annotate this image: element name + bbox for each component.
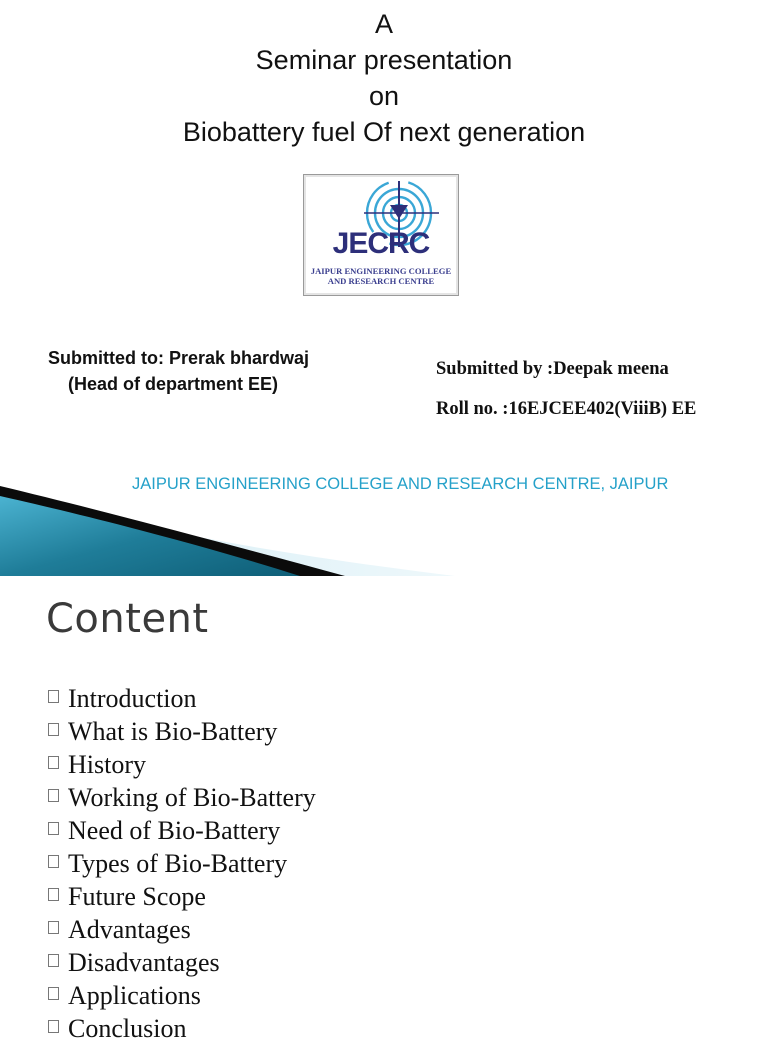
submitted-by: [436, 349, 696, 429]
square-bullet-icon: [48, 888, 59, 901]
title-line: Seminar presentation: [255, 45, 513, 75]
content-heading: Content: [46, 596, 209, 642]
list-item-label: What is Bio-Battery: [68, 717, 278, 746]
list-item-label: Disadvantages: [68, 948, 220, 977]
presentation-title: [0, 6, 768, 150]
list-item-label: Conclusion: [68, 1014, 187, 1043]
list-item: [48, 913, 316, 946]
submitted-by-name: Submitted by :Deepak meena: [436, 359, 669, 379]
title-line: on: [368, 81, 400, 111]
logo-caption-line1: JAIPUR ENGINEERING COLLEGE: [310, 266, 452, 276]
square-bullet-icon: [48, 954, 59, 967]
logo-caption-line2: AND RESEARCH CENTRE: [327, 276, 435, 286]
square-bullet-icon: [48, 723, 59, 736]
square-bullet-icon: [48, 756, 59, 769]
content-list: [48, 682, 316, 1045]
square-bullet-icon: [48, 855, 59, 868]
roll-number: Roll no. :16EJCEE402(ViiiB) EE: [436, 399, 697, 419]
square-bullet-icon: [48, 987, 59, 1000]
list-item: [48, 880, 316, 913]
list-item-label: Introduction: [68, 684, 197, 713]
list-item-label: Need of Bio-Battery: [68, 816, 281, 845]
logo-wordmark: JECRC: [332, 227, 430, 260]
title-line: A: [374, 9, 393, 39]
square-bullet-icon: [48, 1020, 59, 1033]
list-item-label: Future Scope: [68, 882, 206, 911]
college-name: JAIPUR ENGINEERING COLLEGE AND RESEARCH CENTRE, JAIPUR: [132, 475, 669, 493]
square-bullet-icon: [48, 921, 59, 934]
list-item-label: Advantages: [68, 915, 191, 944]
square-bullet-icon: [48, 690, 59, 703]
list-item: [48, 946, 316, 979]
list-item: [48, 682, 316, 715]
list-item-label: Working of Bio-Battery: [68, 783, 316, 812]
square-bullet-icon: [48, 789, 59, 802]
list-item: [48, 715, 316, 748]
list-item-label: Types of Bio-Battery: [68, 849, 288, 878]
slide-content: [0, 576, 768, 1043]
list-item: [48, 979, 316, 1012]
list-item: [48, 748, 316, 781]
submitted-to-name: Submitted to: Prerak bhardwaj: [48, 348, 310, 368]
list-item: [48, 847, 316, 880]
list-item: [48, 814, 316, 847]
submitted-to-role: (Head of department EE): [68, 374, 279, 394]
college-logo: [303, 174, 459, 296]
list-item-label: Applications: [68, 981, 201, 1010]
list-item-label: History: [68, 750, 146, 779]
list-item: [48, 781, 316, 814]
list-item: [48, 1012, 316, 1045]
title-line: Biobattery fuel Of next generation: [182, 117, 586, 147]
submitted-to: [48, 345, 309, 397]
square-bullet-icon: [48, 822, 59, 835]
